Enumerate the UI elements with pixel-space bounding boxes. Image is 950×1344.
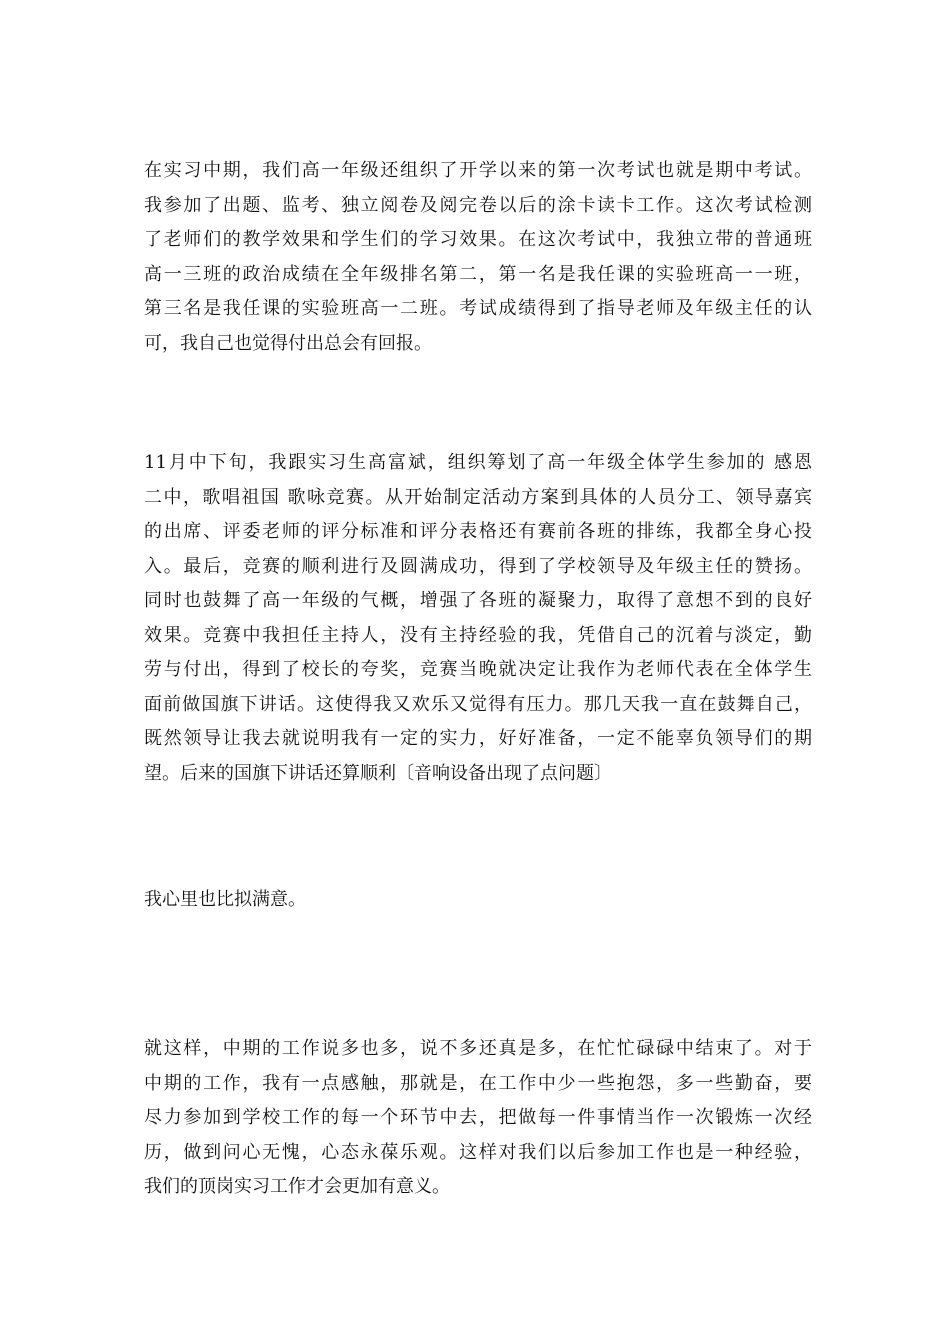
text-line: 入。最后，竞赛的顺利进行及圆满成功，得到了学校领导及年级主任的赞扬。	[144, 555, 812, 577]
text-line: 的出席、评委老师的评分标准和评分表格还有赛前各班的排练，我都全身心投	[144, 521, 812, 542]
text-line: 二中，歌唱祖国 歌咏竞赛。从开始制定活动方案到具体的人员分工、领导嘉宾	[144, 486, 812, 508]
text-line: 在实习中期，我们高一年级还组织了开学以来的第一次考试也就是期中考试。	[144, 160, 812, 181]
text-line: 面前做国旗下讲话。这使得我又欢乐又觉得有压力。那几天我一直在鼓舞自己，	[144, 693, 812, 715]
text-line: 高一三班的政治成绩在全年级排名第二，第一名是我任课的实验班高一一班，	[144, 263, 812, 285]
text-line: 中期的工作，我有一点感触，那就是，在工作中少一些抱怨，多一些勤奋，要	[144, 1072, 812, 1094]
text-line: 历，做到问心无愧，心态永葆乐观。这样对我们以后参加工作也是一种经验，	[144, 1141, 812, 1163]
text-line: 我心里也比拟满意。	[144, 889, 306, 910]
text-line: 了老师们的教学效果和学生们的学习效果。在这次考试中，我独立带的普通班	[144, 229, 812, 250]
text-line: 望。后来的国旗下讲话还算顺利〔音响设备出现了点问题〕	[144, 762, 612, 784]
text-line: 我参加了出题、监考、独立阅卷及阅完卷以后的涂卡读卡工作。这次考试检测	[144, 194, 812, 216]
text-line: 效果。竞赛中我担任主持人，没有主持经验的我，凭借自己的沉着与淡定，勤	[144, 624, 812, 646]
paragraph-reflection	[144, 1032, 812, 1205]
text-line: 同时也鼓舞了高一年级的气概，增强了各班的凝聚力，取得了意想不到的良好	[144, 590, 812, 611]
text-line: 既然领导让我去就说明我有一定的实力，好好准备，一定不能辜负领导们的期	[144, 728, 812, 749]
text-line: 11月中下旬，我跟实习生高富斌，组织筹划了高一年级全体学生参加的 感恩	[144, 452, 812, 473]
text-line: 劳与付出，得到了校长的夸奖，竞赛当晚就决定让我作为老师代表在全体学生	[144, 659, 812, 680]
paragraph-singing-contest	[144, 446, 812, 791]
text-line: 第三名是我任课的实验班高一二班。考试成绩得到了指导老师及年级主任的认	[144, 298, 812, 319]
text-line: 我们的顶岗实习工作才会更加有意义。	[144, 1176, 450, 1197]
paragraph-satisfied	[144, 883, 812, 918]
text-line: 可，我自己也觉得付出总会有回报。	[144, 332, 432, 354]
paragraph-midterm-exam	[144, 154, 812, 361]
text-line: 就这样，中期的工作说多也多，说不多还真是多，在忙忙碌碌中结束了。对于	[144, 1038, 812, 1059]
text-line: 尽力参加到学校工作的每一个环节中去，把做每一件事情当作一次锻炼一次经	[144, 1107, 812, 1128]
